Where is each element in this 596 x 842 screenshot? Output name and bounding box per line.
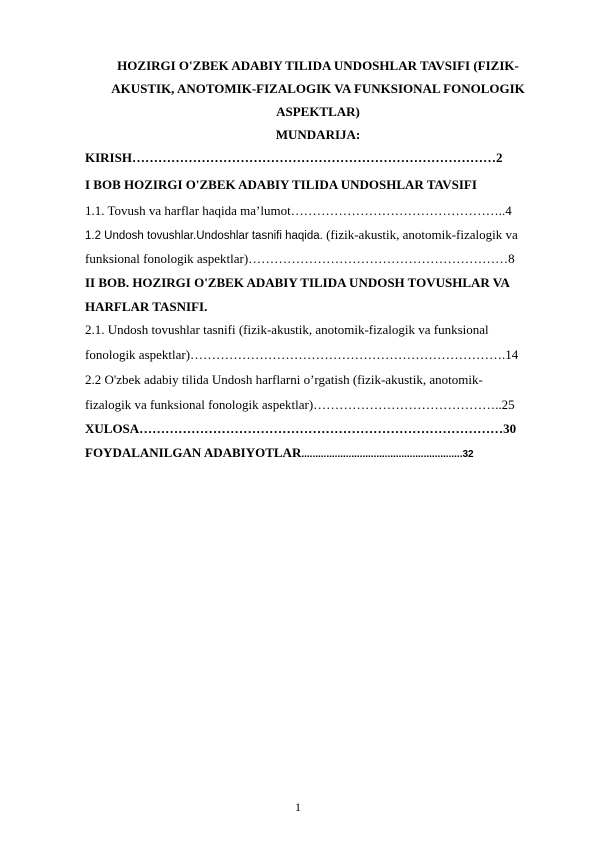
- page-number: 1: [295, 800, 301, 814]
- toc-entry-kirish: KIRISH…………………………………………………………………………2: [85, 150, 503, 165]
- toc-entry-xulosa: XULOSA…………………………………………………………………………30: [85, 421, 517, 436]
- toc-entry-chapter-2: II BOB. HOZIRGI O'ZBEK ADABIY TILIDA UNDOSH TOVUSHLAR VA: [85, 275, 510, 290]
- toc-entry-2-2: 2.2 O'zbek adabiy tilida Undosh harflarni o’rgatish (fizik-akustik, anotomik-: [85, 372, 483, 387]
- toc-entry-1-2: [85, 227, 518, 244]
- title-line-2: AKUSTIK, ANOTOMIK-FIZALOGIK VA FUNKSIONAL FONOLOGIK: [111, 81, 525, 96]
- toc-entry-2-1-continued: fonologik aspektlar)……………………………………………………………….14: [85, 347, 519, 362]
- toc-entry-chapter-2-continued: HARFLAR TASNIFI.: [85, 299, 208, 314]
- toc-entry-adabiyotlar-dots: ..........................................................32: [301, 449, 474, 460]
- toc-entry-1-2-subtitle: (fizik-akustik, anotomik-fizalogik va: [322, 227, 518, 242]
- toc-entry-chapter-1: I BOB HOZIRGI O'ZBEK ADABIY TILIDA UNDOSHLAR TAVSIFI: [85, 177, 477, 192]
- toc-entry-2-1: 2.1. Undosh tovushlar tasnifi (fizik-akustik, anotomik-fizalogik va funksional: [85, 322, 489, 337]
- toc-entry-adabiyotlar-label: FOYDALANILGAN ADABIYOTLAR: [85, 445, 302, 460]
- toc-entry-1-2-title: 1.2 Undosh tovushlar.Undoshlar tasnifi haqida.: [85, 230, 323, 242]
- toc-entry-1-1: 1.1. Tovush va harflar haqida ma’lumot…………………………………………..4: [85, 203, 512, 218]
- toc-entry-adabiyotlar: [85, 445, 474, 463]
- title-line-1: HOZIRGI O'ZBEK ADABIY TILIDA UNDOSHLAR TAVSIFI (FIZIK-: [117, 58, 519, 73]
- title-line-3: ASPEKTLAR): [276, 104, 360, 119]
- document-title: [84, 54, 552, 146]
- contents-heading: MUNDARIJA:: [275, 127, 361, 142]
- toc-entry-2-2-continued: fizalogik va funksional fonologik aspektlar)……………………………………..25: [85, 397, 515, 412]
- toc-entry-1-2-continued: funksional fonologik aspektlar)……………………………………………………8: [85, 251, 515, 266]
